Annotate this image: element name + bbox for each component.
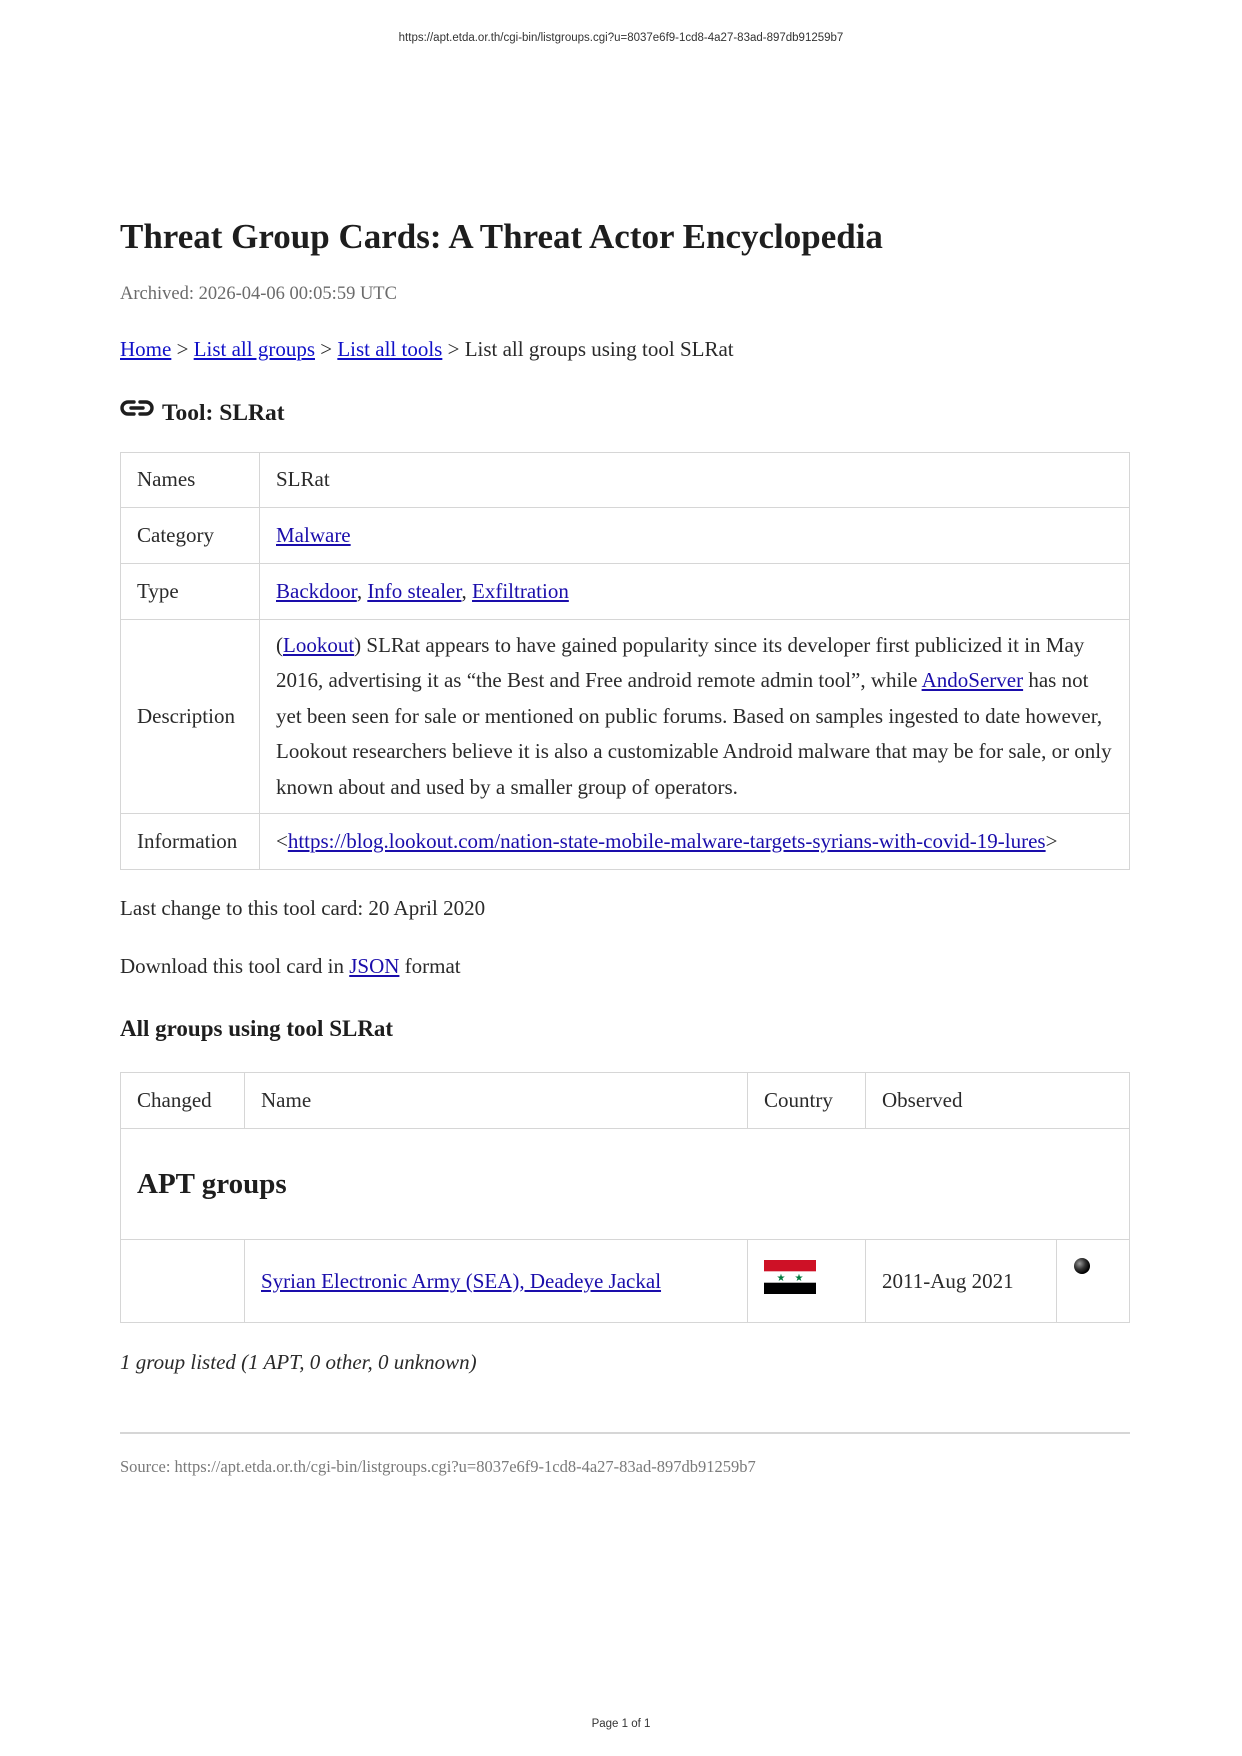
row-changed <box>121 1240 245 1323</box>
type-backdoor-link[interactable]: Backdoor <box>276 578 357 603</box>
tool-category-row <box>121 508 1130 564</box>
svg-text:★: ★ <box>776 1273 786 1284</box>
information-cell <box>260 814 1130 870</box>
black-dot-icon <box>1073 1257 1091 1275</box>
description-open-paren: ( <box>276 632 283 657</box>
type-cell <box>260 564 1130 620</box>
apt-groups-section-row <box>121 1129 1130 1240</box>
breadcrumb <box>120 335 1130 363</box>
breadcrumb-separator: > <box>176 337 189 361</box>
category-malware-link[interactable]: Malware <box>276 522 351 547</box>
header-country: Country <box>748 1073 866 1129</box>
row-observed: 2011-Aug 2021 <box>866 1240 1057 1323</box>
information-link[interactable]: https://blog.lookout.com/nation-state-mobile-malware-targets-syrians-with-covid-19-lures <box>287 828 1046 853</box>
link-icon <box>120 398 154 420</box>
tool-heading-text: Tool: SLRat <box>162 400 285 426</box>
groups-summary: 1 group listed (1 APT, 0 other, 0 unknown) <box>120 1350 477 1374</box>
type-separator: , <box>356 578 363 603</box>
table-row <box>121 1240 1130 1323</box>
type-exfiltration-link[interactable]: Exfiltration <box>472 578 569 603</box>
header-changed: Changed <box>121 1073 245 1129</box>
page-content <box>120 214 1130 1478</box>
breadcrumb-home-link[interactable]: Home <box>120 337 172 361</box>
type-label: Type <box>121 564 260 620</box>
download-line <box>120 952 1130 980</box>
names-value: SLRat <box>260 453 1130 508</box>
source-url: Source: https://apt.etda.or.th/cgi-bin/listgroups.cgi?u=8037e6f9-1cd8-4a27-83ad-897db91259b7 <box>120 1457 756 1476</box>
andoserver-link[interactable]: AndoServer <box>921 668 1024 693</box>
information-close-bracket: > <box>1045 828 1058 853</box>
print-header-url: https://apt.etda.or.th/cgi-bin/listgroups.cgi?u=8037e6f9-1cd8-4a27-83ad-897db91259b7 <box>398 32 844 44</box>
breadcrumb-current: List all groups using tool SLRat <box>464 337 734 361</box>
footer-divider <box>120 1432 1130 1434</box>
svg-text:★: ★ <box>794 1273 804 1284</box>
tool-names-row <box>121 453 1130 508</box>
description-cell <box>260 620 1130 814</box>
breadcrumb-separator: > <box>320 337 333 361</box>
category-cell <box>260 508 1130 564</box>
lookout-source-link[interactable]: Lookout <box>283 632 355 657</box>
breadcrumb-tools-link[interactable]: List all tools <box>337 337 443 361</box>
information-open-bracket: < <box>276 828 288 853</box>
tool-card-table <box>120 452 1130 870</box>
page-number: Page 1 of 1 <box>591 1718 651 1730</box>
tool-description-row <box>121 620 1130 814</box>
tool-heading <box>120 398 1130 428</box>
information-label: Information <box>121 814 260 870</box>
breadcrumb-groups-link[interactable]: List all groups <box>193 337 315 361</box>
names-label: Names <box>121 453 260 508</box>
last-change-text: Last change to this tool card: 20 April 2020 <box>120 896 486 920</box>
row-name-cell <box>245 1240 748 1323</box>
type-separator: , <box>461 578 467 603</box>
category-label: Category <box>121 508 260 564</box>
apt-groups-section-title: APT groups <box>121 1129 1130 1240</box>
description-text-part1: ) SLRat appears to have gained popularity since its developer first publicized it in May 2016, advertising it as “the Best and Free android remote admin tool”, while <box>276 632 1085 693</box>
tool-type-row <box>121 564 1130 620</box>
groups-heading: All groups using tool SLRat <box>120 1016 394 1041</box>
syria-flag-icon <box>764 1260 816 1294</box>
json-download-link[interactable]: JSON <box>349 954 400 978</box>
groups-header-row <box>121 1073 1130 1129</box>
download-prefix: Download this tool card in <box>120 954 344 978</box>
download-suffix: format <box>404 954 461 978</box>
row-country-cell <box>748 1240 866 1323</box>
tool-information-row <box>121 814 1130 870</box>
page-title: Threat Group Cards: A Threat Actor Encyclopedia <box>120 217 883 256</box>
groups-table <box>120 1072 1130 1323</box>
archived-timestamp: Archived: 2026-04-06 00:05:59 UTC <box>120 284 397 304</box>
row-status-cell <box>1057 1240 1130 1323</box>
description-label: Description <box>121 620 260 814</box>
type-info-stealer-link[interactable]: Info stealer <box>367 578 462 603</box>
breadcrumb-separator: > <box>447 337 460 361</box>
description-text-part2: has not yet been seen for sale or mentioned on public forums. Based on samples ingested to date however, Lookout researchers believe it is also a customizable Android malware that may be for sale, or only known about and used by a smaller group of operators. <box>276 668 1112 799</box>
group-name-link[interactable]: Syrian Electronic Army (SEA), Deadeye Jackal <box>261 1268 662 1293</box>
header-observed: Observed <box>866 1073 1130 1129</box>
header-name: Name <box>245 1073 748 1129</box>
